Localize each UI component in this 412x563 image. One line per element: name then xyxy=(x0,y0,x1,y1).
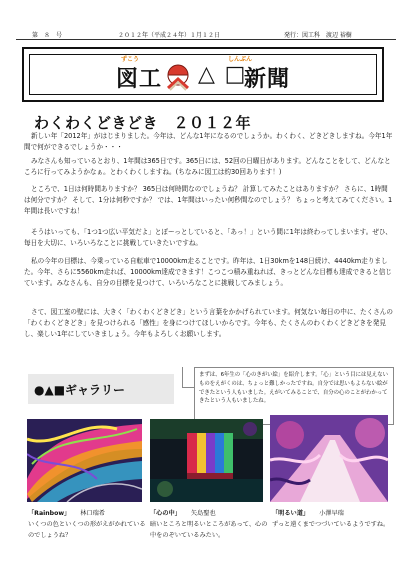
artwork-title: 「心の中」 xyxy=(150,510,181,517)
title-left: 図工 xyxy=(116,67,163,92)
title-ruby-left: ずこう xyxy=(121,56,140,63)
artwork-caption xyxy=(150,508,268,541)
artwork-author: 小澤早瑞 xyxy=(319,510,344,517)
paragraph: 私の今年の目標は、今乗っている自転車で10000km走ることです。昨年は、1日30kmを148日続け、4440km走りました。今年、さらに5560km走れば、10000km達成できます！こつこつ積み重ねれば、きっとどんな目標も達成できると信じています。みなさんも、自分の目標を見つけて、いろいろなことに挑戦してみましょう。 xyxy=(24,257,392,287)
paragraph: みなさんも知っているとおり、1年間は365日です。365日には、52回の日曜日があります。どんなことをして、どんなところに行ってみようかなぁ。とわくわくしますね。(ちなみに図工は約30回あります！) xyxy=(24,157,391,176)
gallery-title: ●▲■ギャラリー xyxy=(34,383,126,397)
paragraph: そうはいっても、「1つ1つ広い平気だよ」とぼーっとしていると、「あっ！」という間に1年は終わってしまいます。ぜひ、毎日を大切に、いろいろなことに挑戦していきたいですね。 xyxy=(24,228,392,247)
red-white-ball-icon xyxy=(160,60,196,96)
artwork-akarui-michi-image xyxy=(270,415,388,502)
paragraph: ところで、1日は何時間ありますか？ 365日は何時間なのでしょうね？ 計算してみたことはありますか？ さらに、1時間は何分ですか？ そして、1分は何秒ですか？ では、1年間はいったい何秒間なのでしょう？ ちょっと考えてみてください。1年間は長いですね！ xyxy=(24,185,393,215)
article-headline: わくわくどきどき ２０１２年 xyxy=(34,114,252,132)
title-right: 新聞 xyxy=(244,67,291,92)
issue-number: 第 ８ 号 xyxy=(32,32,63,39)
artwork-comment: ずっと遠くまでつづいているようですね。 xyxy=(272,521,390,528)
artwork-comment: いくつの色といくつの形がえがかれているのでしょうね？ xyxy=(28,521,146,539)
artwork-kokoro-image xyxy=(150,419,263,502)
header-rule xyxy=(16,39,396,40)
artwork-title: 「明るい道」 xyxy=(272,510,310,517)
artwork-caption xyxy=(272,508,390,530)
artwork-title: 「Rainbow」 xyxy=(28,510,71,517)
artwork-author: 林口瑞希 xyxy=(80,510,105,517)
title-shapes: △ □ xyxy=(198,62,247,87)
gallery-note: まずは、6年生の「心のきがい絵」を紹介します。「心」という目には見えないものをえがくのは、ちょっと難しかったですね。自分では思いもよらない絵ができたという人もいました。えがいてみることで、自分の心のことがわかってきたという人もいましたね。 xyxy=(194,367,394,425)
paragraph: 新しい年「2012年」がはじまりました。今年は、どんな1年になるのでしょうか。わくわく、どきどきしますね。今年1年間で何ができるでしょうか・・・ xyxy=(24,132,393,151)
paragraph: さて、図工室の壁には、大きく「わくわくどきどき」という言葉をかかげられています。何気ない毎日の中に、たくさんの「わくわくどきどき」を見つけられる「感性」を身につけてほしいからです。今年も、たくさんのわくわくどきどきを発見し、楽しい1年にしていきましょう。今年もよろしくお願いします。 xyxy=(24,308,393,338)
publisher: 発行：図工科 渡辺 裕樹 xyxy=(284,32,352,39)
artwork-comment: 暗いところと明るいところがあって、心の中をのぞいているみたい。 xyxy=(150,521,268,539)
artwork-rainbow-image xyxy=(27,419,142,502)
artwork-author: 矢島聖也 xyxy=(190,510,216,517)
artwork-caption xyxy=(28,508,146,541)
title-ruby-right: しんぶん xyxy=(228,56,253,63)
issue-date: ２０１２年（平成２４年）１月１２日 xyxy=(118,32,221,39)
